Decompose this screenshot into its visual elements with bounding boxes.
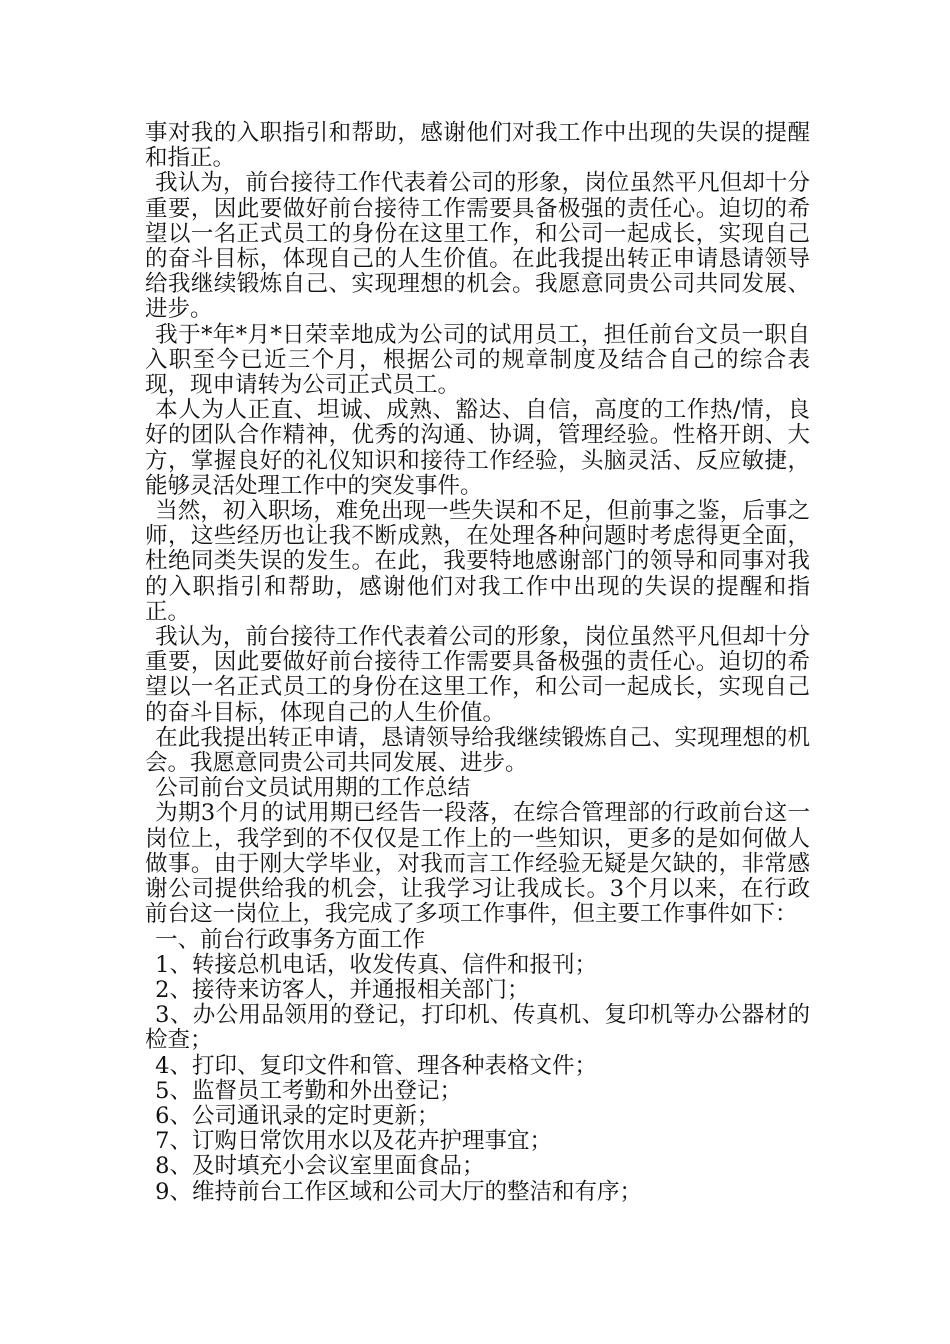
list-item-3: 3、办公用品领用的登记，打印机、传真机、复印机等办公器材的检查； — [145, 1002, 810, 1054]
list-item-7: 7、订购日常饮用水以及花卉护理事宜； — [155, 1128, 552, 1155]
document-body — [145, 121, 810, 1205]
list-item-5: 5、监督员工考勤和外出登记； — [155, 1077, 462, 1104]
paragraph-3: 我于*年*月*日荣幸地成为公司的试用员工，担任前台文员一职自入职至今已近三个月，根据公司的规章制度及结合自己的综合表现，现申请转为公司正式员工。 — [145, 321, 810, 399]
list-item-6: 6、公司通讯录的定时更新； — [155, 1102, 440, 1129]
list-item-1: 1、转接总机电话，收发传真、信件和报刊； — [155, 951, 597, 978]
list-heading: 一、前台行政事务方面工作 — [155, 926, 426, 953]
list-item-8: 8、及时填充小会议室里面食品； — [155, 1153, 485, 1180]
paragraph-6: 我认为，前台接待工作代表着公司的形象，岗位虽然平凡但却十分重要，因此要做好前台接待工作需要具备极强的责任心。迫切的希望以一名正式员工的身份在这里工作，和公司一起成长，实现自己的奋斗目标，体现自己的人生价值。 — [145, 624, 810, 726]
paragraph-9: 为期3个月的试用期已经告一段落，在综合管理部的行政前台这一岗位上，我学到的不仅仅是工作上的一些知识，更多的是如何做人做事。由于刚大学毕业，对我而言工作经验无疑是欠缺的，非常感谢公司提供给我的机会，让我学习让我成长。3个月以来，在行政前台这一岗位上，我完成了多项工作事件，但主要工作事件如下： — [145, 800, 810, 928]
section-title: 公司前台文员试用期的工作总结 — [155, 775, 471, 802]
paragraph-1: 事对我的入职指引和帮助，感谢他们对我工作中出现的失误的提醒和指正。 — [145, 120, 810, 172]
list-item-9: 9、维持前台工作区域和公司大厅的整洁和有序； — [155, 1178, 642, 1205]
list-item-4: 4、打印、复印文件和管、理各种表格文件； — [155, 1052, 597, 1079]
list-item-2: 2、接待来访客人，并通报相关部门； — [155, 976, 530, 1003]
paragraph-5: 当然，初入职场，难免出现一些失误和不足，但前事之鉴，后事之师，这些经历也让我不断成熟，在处理各种问题时考虑得更全面，杜绝同类失误的发生。在此，我要特地感谢部门的领导和同事对我的入职指引和帮助，感谢他们对我工作中出现的失误的提醒和指正。 — [145, 498, 810, 625]
paragraph-2: 我认为，前台接待工作代表着公司的形象，岗位虽然平凡但却十分重要，因此要做好前台接待工作需要具备极强的责任心。迫切的希望以一名正式员工的身份在这里工作，和公司一起成长，实现自己的奋斗目标，体现自己的人生价值。在此我提出转正申请恳请领导给我继续锻炼自己、实现理想的机会。我愿意同贵公司共同发展、进步。 — [145, 170, 810, 323]
paragraph-7: 在此我提出转正申请，恳请领导给我继续锻炼自己、实现理想的机会。我愿意同贵公司共同发展、进步。 — [145, 724, 810, 777]
paragraph-4: 本人为人正直、坦诚、成熟、豁达、自信，高度的工作热/情，良好的团队合作精神，优秀的沟通、协调，管理经验。性格开朗、大方，掌握良好的礼仪知识和接待工作经验，头脑灵活、反应敏捷，能够灵活处理工作中的突发事件。 — [145, 397, 810, 499]
